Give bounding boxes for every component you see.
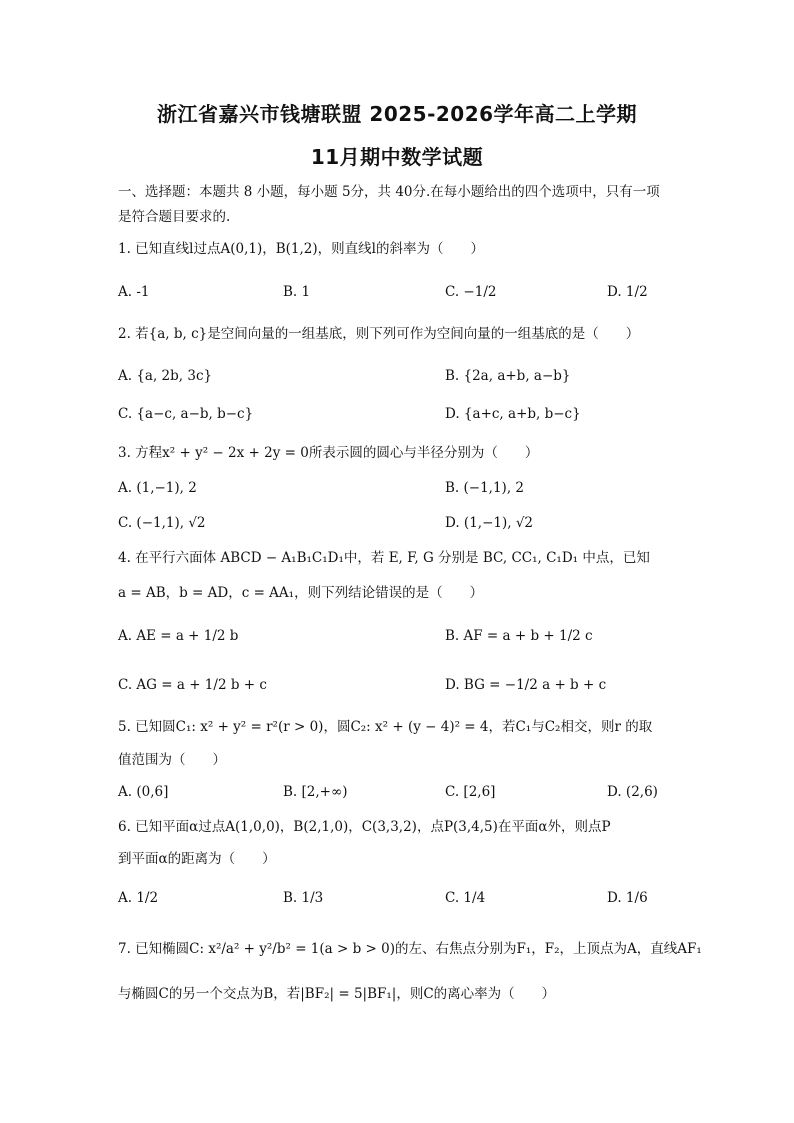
exam-title-line-2: 11月期中数学试题 bbox=[310, 145, 484, 169]
question-1-option-a: A. -1 bbox=[118, 284, 150, 300]
question-5-option-b: B. [2,+∞) bbox=[283, 784, 348, 800]
exam-title-line-1: 浙江省嘉兴市钱塘联盟 2025-2026学年高二上学期 bbox=[156, 102, 638, 126]
question-3-option-a: A. (1,−1), 2 bbox=[118, 480, 197, 496]
question-3-option-b: B. (−1,1), 2 bbox=[445, 480, 524, 496]
question-1-option-d: D. 1/2 bbox=[607, 284, 648, 300]
question-4-option-a: A. AE = a + 1/2 b bbox=[118, 628, 239, 644]
question-2-stem: 2. 若{a, b, c}是空间向量的一组基底，则下列可作为空间向量的一组基底的是（ ） bbox=[118, 326, 640, 342]
question-1-option-b: B. 1 bbox=[283, 284, 311, 300]
question-6-option-a: A. 1/2 bbox=[118, 890, 159, 906]
question-5-stem-line-2: 值范围为（ ） bbox=[118, 752, 226, 768]
question-5-option-d: D. (2,6) bbox=[607, 784, 658, 800]
question-6-stem-line-2: 到平面α的距离为（ ） bbox=[118, 851, 276, 867]
question-5-option-c: C. [2,6] bbox=[445, 784, 496, 800]
question-7-stem-line-1: 7. 已知椭圆C: x²/a² + y²/b² = 1(a > b > 0)的左、右焦点分别为F₁，F₂，上顶点为A，直线AF₁ bbox=[118, 941, 702, 957]
question-4-option-d: D. BG = −1/2 a + b + c bbox=[445, 677, 607, 693]
question-6-stem-line-1: 6. 已知平面α过点A(1,0,0)，B(2,1,0)，C(3,3,2)，点P(3,4,5)在平面α外，则点P bbox=[118, 819, 611, 835]
question-4-stem-line-1: 4. 在平行六面体 ABCD − A₁B₁C₁D₁中，若 E, F, G 分别是 BC, CC₁, C₁D₁ 中点，已知 bbox=[118, 550, 650, 566]
question-4-option-c: C. AG = a + 1/2 b + c bbox=[118, 677, 267, 693]
question-2-option-c: C. {a−c, a−b, b−c} bbox=[118, 406, 254, 422]
question-5-option-a: A. (0,6] bbox=[118, 784, 169, 800]
question-6-option-d: D. 1/6 bbox=[607, 890, 648, 906]
question-4-stem-line-2: a = AB，b = AD，c = AA₁，则下列结论错误的是（ ） bbox=[118, 585, 484, 601]
section-intro-line-2: 是符合题目要求的. bbox=[118, 209, 231, 225]
question-7-stem-line-2: 与椭圆C的另一个交点为B，若|BF₂| = 5|BF₁|，则C的离心率为（ ） bbox=[118, 986, 556, 1002]
question-1-option-c: C. −1/2 bbox=[445, 284, 497, 300]
question-5-stem-line-1: 5. 已知圆C₁: x² + y² = r²(r > 0)，圆C₂: x² + (y − 4)² = 4，若C₁与C₂相交，则r 的取 bbox=[118, 719, 653, 735]
question-4-option-b: B. AF = a + b + 1/2 c bbox=[445, 628, 593, 644]
question-3-option-c: C. (−1,1), √2 bbox=[118, 515, 206, 531]
question-6-option-b: B. 1/3 bbox=[283, 890, 324, 906]
question-2-option-b: B. {2a, a+b, a−b} bbox=[445, 368, 571, 384]
question-2-option-d: D. {a+c, a+b, b−c} bbox=[445, 406, 581, 422]
question-2-option-a: A. {a, 2b, 3c} bbox=[118, 368, 213, 384]
section-intro-line-1: 一、选择题：本题共 8 小题，每小题 5分，共 40分.在每小题给出的四个选项中，只有一项 bbox=[118, 184, 660, 200]
question-3-option-d: D. (1,−1), √2 bbox=[445, 515, 534, 531]
question-1-stem: 1. 已知直线l过点A(0,1)，B(1,2)，则直线l的斜率为（ ） bbox=[118, 241, 484, 257]
question-3-stem: 3. 方程x² + y² − 2x + 2y = 0所表示圆的圆心与半径分别为（ ） bbox=[118, 445, 539, 461]
question-6-option-c: C. 1/4 bbox=[445, 890, 486, 906]
